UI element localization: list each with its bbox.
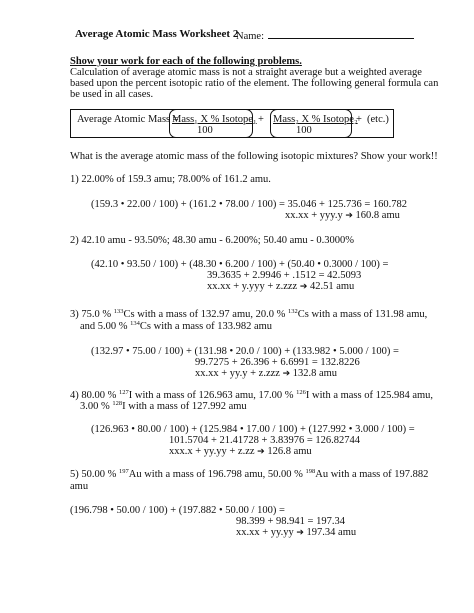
problem-5-statement-line-2: amu bbox=[70, 481, 89, 492]
formula-plus-1: + bbox=[258, 114, 264, 125]
right-arrow-icon: ➔ bbox=[257, 447, 265, 457]
p3-text-a: 3) 75.0 % bbox=[70, 309, 114, 320]
name-field bbox=[236, 28, 414, 43]
p5-text-b: Au with a mass of 196.798 amu, 50.00 % bbox=[128, 469, 306, 480]
question-prompt: What is the average atomic mass of the following isotopic mixtures? Show your work!! bbox=[70, 151, 438, 162]
right-arrow-icon: ➔ bbox=[296, 528, 304, 538]
problem-3-work-line-1: (132.97 • 75.00 / 100) + (131.98 • 20.0 / 100) + (133.982 • 5.000 / 100) = bbox=[91, 346, 399, 357]
problem-1-work-line-1: (159.3 • 22.00 / 100) + (161.2 • 78.00 / 100) = 35.046 + 125.736 = 160.782 bbox=[91, 199, 407, 210]
p5-mass-number-2: 198 bbox=[305, 468, 316, 475]
problem-3-work-line-2: 99.7275 + 26.396 + 6.6991 = 132.8226 bbox=[195, 357, 360, 368]
problem-4-result bbox=[169, 446, 312, 458]
formula-term-2 bbox=[270, 109, 358, 138]
p4-mass-number-3: 128 bbox=[112, 400, 123, 407]
problem-2-statement: 2) 42.10 amu - 93.50%; 48.30 amu - 6.200%; 50.40 amu - 0.3000% bbox=[70, 235, 355, 246]
name-blank-line bbox=[268, 28, 414, 39]
intro-line-3: be used in all cases. bbox=[70, 89, 154, 100]
p3-line2-b: Cs with a mass of 133.982 amu bbox=[139, 321, 273, 332]
intro-heading: Show your work for each of the following problems. bbox=[70, 56, 302, 67]
problem-3-answer: 132.8 amu bbox=[292, 368, 338, 379]
problem-2-placeholder: xx.xx + y.yyy + z.zzz bbox=[207, 281, 298, 292]
problem-3-result bbox=[195, 368, 337, 380]
problem-5-work-line-1: (196.798 • 50.00 / 100) + (197.882 • 50.00 / 100) = bbox=[70, 505, 285, 516]
formula-tail: (etc.) bbox=[367, 114, 389, 125]
p4-text-b: I with a mass of 126.963 amu, 17.00 % bbox=[128, 390, 297, 401]
problem-2-work-line-1: (42.10 • 93.50 / 100) + (48.30 • 6.200 / 100) + (50.40 • 0.3000 / 100) = bbox=[91, 259, 389, 270]
p4-line2-b: I with a mass of 127.992 amu bbox=[122, 401, 247, 412]
worksheet-title: Average Atomic Mass Worksheet 2 bbox=[75, 28, 239, 40]
p4-text-a: 4) 80.00 % bbox=[70, 390, 119, 401]
problem-1-placeholder: xx.xx + yyy.y bbox=[285, 210, 343, 221]
problem-4-answer: 126.8 amu bbox=[267, 446, 312, 457]
problem-4-statement-line-2 bbox=[80, 401, 247, 413]
problem-4-placeholder: xxx.x + yy.yy + z.zz bbox=[169, 446, 255, 457]
problem-4-work-line-1: (126.963 • 80.00 / 100) + (125.984 • 17.00 / 100) + (127.992 • 3.000 / 100) = bbox=[91, 424, 415, 435]
formula-lead: Average Atomic Mass = bbox=[77, 114, 179, 125]
p3-text-b: Cs with a mass of 132.97 amu, 20.0 % bbox=[123, 309, 288, 320]
p4-text-c: I with a mass of 125.984 amu, bbox=[305, 390, 434, 401]
problem-5-placeholder: xx.xx + yy.yy bbox=[236, 527, 294, 538]
problem-5-result bbox=[236, 527, 356, 539]
problem-3-statement-line-1 bbox=[70, 309, 427, 321]
problem-5-work-line-2: 98.399 + 98.941 = 197.34 bbox=[236, 516, 345, 527]
right-arrow-icon: ➔ bbox=[282, 369, 291, 379]
p5-mass-number-1: 197 bbox=[119, 468, 129, 475]
right-arrow-icon: ➔ bbox=[345, 211, 353, 221]
problem-3-statement-line-2 bbox=[80, 321, 272, 333]
problem-4-work-line-2: 101.5704 + 21.41728 + 3.83976 = 126.82744 bbox=[169, 435, 361, 446]
formula-term-1 bbox=[169, 109, 257, 138]
term-1-numerator: Mass₁ X % Isotope₁ bbox=[172, 114, 257, 125]
formula-box bbox=[70, 109, 394, 138]
intro-line-1: Calculation of average atomic mass is not a straight average but a weighted average bbox=[70, 67, 422, 78]
problem-1-answer: 160.8 amu bbox=[355, 210, 400, 221]
p3-mass-number-1: 133 bbox=[113, 308, 124, 315]
formula-plus-2: + bbox=[356, 114, 362, 125]
term-1-denominator: 100 bbox=[197, 125, 213, 136]
problem-3-placeholder: xx.xx + yy.y + z.zzz bbox=[195, 368, 280, 379]
p4-mass-number-2: 126 bbox=[296, 389, 306, 396]
p3-mass-number-2: 132 bbox=[288, 308, 298, 315]
problem-2-answer: 42.51 amu bbox=[309, 281, 355, 292]
p4-mass-number-1: 127 bbox=[119, 389, 129, 396]
term-2-numerator: Mass₂ X % Isotope₂ bbox=[273, 114, 358, 125]
p3-mass-number-3: 134 bbox=[130, 320, 140, 327]
problem-2-result bbox=[207, 281, 354, 293]
problem-5-answer: 197.34 amu bbox=[306, 527, 357, 538]
p5-text-c: Au with a mass of 197.882 bbox=[315, 469, 429, 480]
problem-1-statement: 1) 22.00% of 159.3 amu; 78.00% of 161.2 amu. bbox=[70, 174, 271, 185]
problem-5-statement-line-1 bbox=[70, 469, 428, 481]
problem-2-work-line-2: 39.3635 + 2.9946 + .1512 = 42.5093 bbox=[207, 270, 362, 281]
p3-line2-a: and 5.00 % bbox=[80, 321, 131, 332]
p3-text-c: Cs with a mass of 131.98 amu, bbox=[297, 309, 428, 320]
intro-line-2: based upon the percent isotopic ratio of the element. The following general formula can bbox=[70, 78, 439, 89]
p5-text-a: 5) 50.00 % bbox=[70, 469, 119, 480]
name-label: Name: bbox=[236, 31, 264, 42]
term-2-denominator: 100 bbox=[296, 125, 312, 136]
right-arrow-icon: ➔ bbox=[299, 282, 308, 292]
p4-line2-a: 3.00 % bbox=[80, 401, 113, 412]
problem-1-result bbox=[285, 210, 400, 222]
